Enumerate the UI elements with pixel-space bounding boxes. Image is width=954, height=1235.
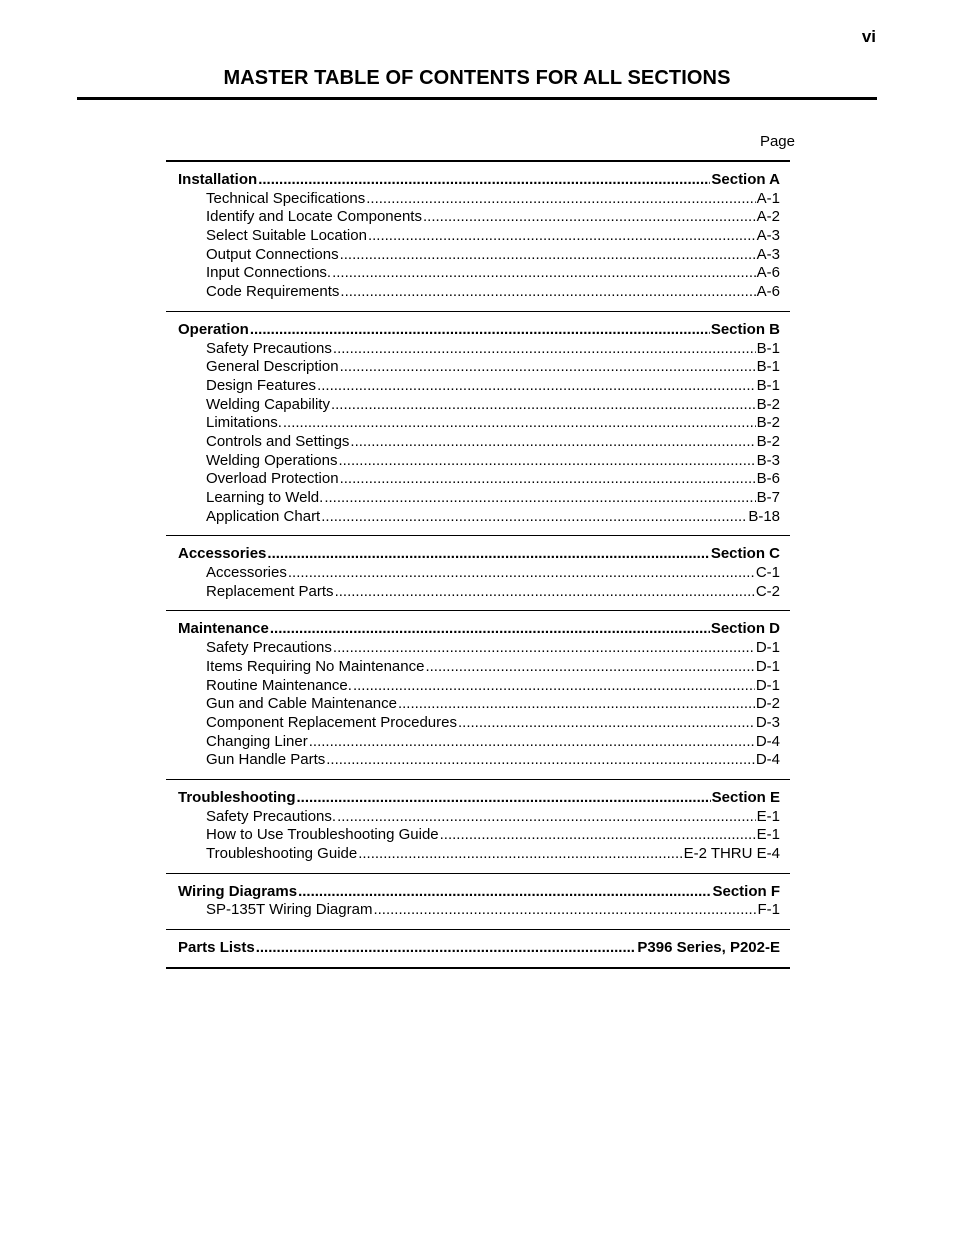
dot-leader xyxy=(332,264,756,283)
dot-leader xyxy=(340,246,756,265)
toc-entry[interactable] xyxy=(178,414,780,433)
dot-leader xyxy=(335,583,755,602)
page-number: vi xyxy=(861,27,876,46)
toc-entry-label: Technical Specifications xyxy=(206,189,366,207)
table-of-contents xyxy=(166,160,790,969)
toc-entry[interactable] xyxy=(178,695,780,714)
toc-entry-page: A-3 xyxy=(756,227,780,245)
toc-section xyxy=(166,874,790,930)
toc-entry[interactable] xyxy=(178,489,780,508)
toc-entry-page: E-2 THRU E-4 xyxy=(683,845,780,862)
toc-section-ref: Section A xyxy=(711,171,780,188)
toc-section xyxy=(166,162,790,312)
toc-entry-page: F-1 xyxy=(757,901,780,919)
toc-entry[interactable] xyxy=(178,564,780,583)
toc-entry[interactable] xyxy=(178,190,780,209)
toc-entry-label: How to Use Troubleshooting Guide xyxy=(206,826,439,844)
toc-entry-page: B-6 xyxy=(756,470,780,488)
toc-entry[interactable] xyxy=(178,677,780,696)
toc-entry-label: Design Features xyxy=(206,376,317,394)
toc-entry-label: General Description xyxy=(206,358,339,376)
toc-entry-label: Welding Capability xyxy=(206,395,330,413)
toc-section-title: Maintenance xyxy=(178,620,269,638)
dot-leader xyxy=(321,508,747,527)
toc-entry-page: C-2 xyxy=(755,582,780,600)
toc-entry-page: B-2 xyxy=(756,432,780,450)
toc-entry-label: Welding Operations xyxy=(206,451,338,469)
toc-section-title: Troubleshooting xyxy=(178,788,296,806)
toc-entry-page: D-2 xyxy=(755,695,780,713)
toc-entry[interactable] xyxy=(178,826,780,845)
toc-entry-label: Items Requiring No Maintenance xyxy=(206,657,425,675)
toc-section-heading[interactable] xyxy=(178,789,780,808)
dot-leader xyxy=(340,358,756,377)
toc-entry-label: Routine Maintenance. xyxy=(206,676,352,694)
toc-entry-page: A-2 xyxy=(756,208,780,226)
toc-entry-page: A-3 xyxy=(756,245,780,263)
dot-leader xyxy=(331,396,756,415)
toc-entry[interactable] xyxy=(178,283,780,302)
toc-section-heading[interactable] xyxy=(178,620,780,639)
dot-leader xyxy=(353,677,755,696)
toc-section-title: Installation xyxy=(178,171,258,188)
toc-section-title: Operation xyxy=(178,320,249,338)
toc-entry-label: SP-135T Wiring Diagram xyxy=(206,901,373,919)
dot-leader xyxy=(250,321,710,340)
dot-leader xyxy=(267,545,709,564)
toc-entry-label: Accessories xyxy=(206,564,287,582)
toc-entry-label: Learning to Weld. xyxy=(206,489,324,506)
toc-entry-page: A-6 xyxy=(756,264,780,282)
toc-entry-label: Limitations. xyxy=(206,414,282,432)
toc-entry-page: B-1 xyxy=(756,376,780,394)
toc-entry[interactable] xyxy=(178,733,780,752)
toc-entry[interactable] xyxy=(178,433,780,452)
dot-leader xyxy=(340,470,756,489)
dot-leader xyxy=(337,808,756,827)
toc-section-ref: Section E xyxy=(711,788,780,806)
page-column-label: Page xyxy=(759,133,795,150)
toc-entry[interactable] xyxy=(178,845,780,864)
dot-leader xyxy=(366,190,755,209)
dot-leader xyxy=(340,283,755,302)
dot-leader xyxy=(297,789,711,808)
toc-entry[interactable] xyxy=(178,396,780,415)
toc-entry-label: Component Replacement Procedures xyxy=(206,713,457,731)
toc-entry-page: A-1 xyxy=(756,189,780,207)
toc-entry-page: B-3 xyxy=(756,451,780,469)
dot-leader xyxy=(398,695,755,714)
toc-section-title: Wiring Diagrams xyxy=(178,882,298,900)
toc-entry[interactable] xyxy=(178,227,780,246)
toc-entry[interactable] xyxy=(178,639,780,658)
dot-leader xyxy=(423,208,756,227)
toc-entry[interactable] xyxy=(178,358,780,377)
dot-leader xyxy=(458,714,755,733)
toc-section-title: Parts Lists xyxy=(178,939,255,957)
toc-section-ref: Section D xyxy=(710,620,780,638)
toc-section-heading[interactable] xyxy=(178,545,780,564)
toc-entry-page: D-1 xyxy=(755,657,780,675)
toc-section xyxy=(166,930,790,969)
toc-entry-label: Changing Liner xyxy=(206,732,308,750)
toc-section xyxy=(166,780,790,874)
toc-entry-label: Safety Precautions xyxy=(206,339,332,357)
toc-entry-label: Code Requirements xyxy=(206,283,340,301)
dot-leader xyxy=(440,826,756,845)
toc-entry[interactable] xyxy=(178,808,780,827)
dot-leader xyxy=(373,901,756,920)
toc-section-ref: Section C xyxy=(710,545,780,563)
toc-entry-label: Gun and Cable Maintenance xyxy=(206,695,397,713)
toc-entry[interactable] xyxy=(178,470,780,489)
toc-section-heading[interactable] xyxy=(178,939,780,958)
toc-entry-label: Identify and Locate Components xyxy=(206,208,422,226)
toc-entry-label: Select Suitable Location xyxy=(206,227,367,245)
title-rule xyxy=(77,97,877,100)
toc-entry-label: Application Chart xyxy=(206,507,321,525)
toc-entry-label: Troubleshooting Guide xyxy=(206,845,358,862)
dot-leader xyxy=(270,620,710,639)
dot-leader xyxy=(350,433,755,452)
dot-leader xyxy=(258,171,710,190)
toc-entry-page: B-18 xyxy=(748,507,780,525)
toc-entry-page: D-1 xyxy=(755,676,780,694)
toc-section-heading[interactable] xyxy=(178,883,780,902)
toc-section-heading[interactable] xyxy=(178,321,780,340)
dot-leader xyxy=(333,340,756,359)
toc-entry[interactable] xyxy=(178,264,780,283)
toc-entry-label: Safety Precautions xyxy=(206,639,332,657)
toc-entry-page: E-1 xyxy=(756,826,780,844)
dot-leader xyxy=(324,489,755,508)
toc-section-title: Accessories xyxy=(178,545,267,563)
dot-leader xyxy=(358,845,682,864)
dot-leader xyxy=(288,564,755,583)
toc-entry-page: A-6 xyxy=(756,283,780,301)
toc-entry[interactable] xyxy=(178,658,780,677)
toc-entry-label: Overload Protection xyxy=(206,470,339,488)
toc-section-ref: Section B xyxy=(710,320,780,338)
toc-entry-page: E-1 xyxy=(756,807,780,825)
toc-entry[interactable] xyxy=(178,508,780,527)
toc-section xyxy=(166,312,790,537)
toc-entry-page: B-1 xyxy=(756,358,780,376)
dot-leader xyxy=(338,452,755,471)
toc-section-ref: Section F xyxy=(712,882,780,900)
dot-leader xyxy=(298,883,711,902)
toc-section xyxy=(166,611,790,780)
toc-entry[interactable] xyxy=(178,340,780,359)
toc-section xyxy=(166,536,790,611)
toc-entry[interactable] xyxy=(178,714,780,733)
toc-entry[interactable] xyxy=(178,901,780,920)
toc-entry[interactable] xyxy=(178,583,780,602)
dot-leader xyxy=(326,751,755,770)
dot-leader xyxy=(283,414,756,433)
dot-leader xyxy=(317,377,756,396)
toc-entry-label: Replacement Parts xyxy=(206,582,334,600)
toc-entry-label: Controls and Settings xyxy=(206,432,350,450)
toc-entry-page: D-4 xyxy=(755,751,780,769)
toc-entry[interactable] xyxy=(178,452,780,471)
dot-leader xyxy=(425,658,754,677)
dot-leader xyxy=(368,227,756,246)
toc-entry-page: B-7 xyxy=(756,489,780,506)
toc-entry[interactable] xyxy=(178,246,780,265)
dot-leader xyxy=(256,939,637,958)
toc-entry[interactable] xyxy=(178,208,780,227)
toc-entry-page: D-4 xyxy=(755,732,780,750)
toc-entry-page: B-1 xyxy=(756,339,780,357)
toc-entry-page: D-3 xyxy=(755,713,780,731)
toc-entry-label: Gun Handle Parts xyxy=(206,751,326,769)
toc-entry-label: Output Connections xyxy=(206,245,339,263)
toc-entry-page: D-1 xyxy=(755,639,780,657)
dot-leader xyxy=(309,733,755,752)
toc-entry-label: Safety Precautions. xyxy=(206,807,337,825)
toc-entry-page: C-1 xyxy=(755,564,780,582)
toc-section-heading[interactable] xyxy=(178,171,780,190)
toc-section-ref: P396 Series, P202-E xyxy=(637,939,780,957)
toc-entry[interactable] xyxy=(178,751,780,770)
toc-entry[interactable] xyxy=(178,377,780,396)
toc-entry-label: Input Connections. xyxy=(206,264,332,282)
page-title: MASTER TABLE OF CONTENTS FOR ALL SECTIONS xyxy=(223,67,731,89)
toc-entry-page: B-2 xyxy=(756,414,780,432)
toc-entry-page: B-2 xyxy=(756,395,780,413)
dot-leader xyxy=(333,639,755,658)
